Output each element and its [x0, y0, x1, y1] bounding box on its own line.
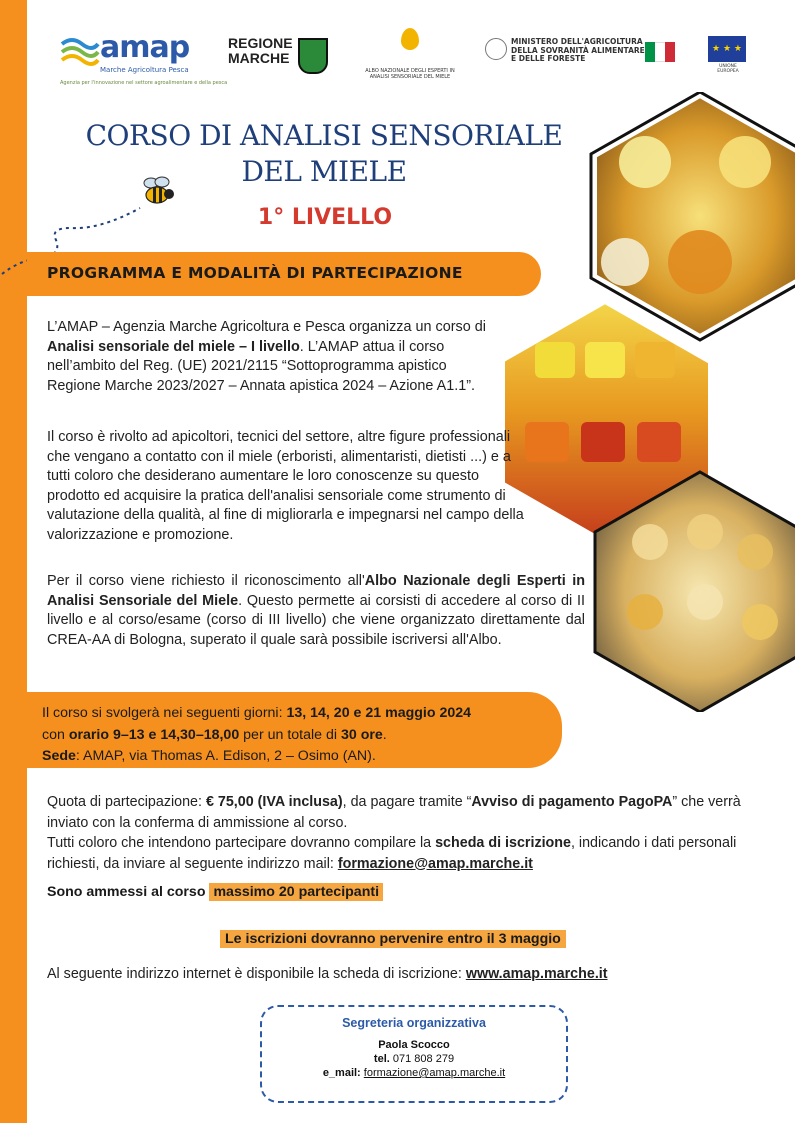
albo-text-c: . Questo permette ai corsisti di accedere al corso di II livello e al corso/esame (corso di III livello) che viene organizzato direttamente dal CREA-AA di Bologna, superato il quale sarà possibile iscriversi all'Albo.: [47, 592, 585, 648]
albo-paragraph: [47, 572, 585, 650]
logos-header: [40, 26, 760, 88]
regione-text: [228, 36, 293, 66]
bee-icon: [140, 176, 176, 208]
website-line: [47, 966, 777, 982]
amap-subtitle: Marche Agricoltura Pesca: [100, 66, 189, 74]
ministero-line3: E DELLE FORESTE: [511, 54, 586, 63]
honey-cup-top-1: [619, 136, 671, 188]
registration-form-label: scheda di iscrizione: [435, 835, 571, 851]
venue-address: : AMAP, via Thomas A. Edison, 2 – Osimo (AN).: [75, 748, 376, 764]
honey-jar-2: [585, 342, 625, 378]
program-banner-text: PROGRAMMA E MODALITÀ DI PARTECIPAZIONE: [47, 264, 463, 282]
hours-mid: per un totale di: [239, 726, 341, 743]
honey-drop-icon: [401, 28, 419, 50]
honey-cup-top-3: [668, 230, 732, 294]
regione-shield-icon: [298, 38, 328, 74]
hours-pre: con: [42, 726, 69, 743]
intro-text-course: Analisi sensoriale del miele – I livello: [47, 338, 300, 355]
phone-label: tel.: [373, 1053, 390, 1065]
intro-text-c: . L’AMAP attua il corso nell’ambito del Reg. (UE) 2021/2115 “Sottoprogramma apistico Regione Marche 2023/2027 – Annata apistica 2024 – Azione A1.1”.: [47, 338, 476, 394]
dates-line: [42, 703, 562, 725]
dates-text: [42, 703, 562, 768]
eu-flag-icon: ★ ★ ★: [708, 36, 746, 62]
program-banner: [27, 252, 541, 296]
amap-tagline: Agenzia per l'innovazione nel settore agroalimentare e della pesca: [60, 80, 228, 86]
registration-deadline: Le iscrizioni dovranno pervenire entro il 3 maggio: [220, 930, 566, 948]
tasting-glass-1: [632, 524, 668, 560]
secretariat-email: [262, 1067, 566, 1079]
republic-emblem-icon: [485, 38, 507, 60]
albo-text-a: Per il corso viene richiesto il riconoscimento all': [47, 573, 365, 589]
regione-marche-logo: [228, 36, 332, 76]
honey-jar-1: [535, 342, 575, 378]
secretariat-phone: [262, 1053, 566, 1065]
hours-end: .: [382, 726, 387, 743]
title-line1: CORSO DI ANALISI SENSORIALE: [85, 119, 563, 152]
fee-text-c: , da pagare tramite “: [342, 794, 472, 810]
max-participants-value: massimo 20 partecipanti: [209, 883, 383, 901]
left-orange-bar: [0, 0, 27, 1123]
hours-line: [42, 725, 562, 747]
title-line2: DEL MIELE: [241, 155, 407, 188]
tasting-glass-6: [742, 604, 778, 640]
registration-email-link[interactable]: formazione@amap.marche.it: [337, 855, 533, 872]
venue-label: Sede: [42, 748, 76, 764]
eu-caption: UNIONE EUROPEA: [717, 64, 739, 74]
ministero-logo: [485, 38, 685, 68]
amap-wordmark: amap: [100, 30, 190, 65]
ministero-line1: MINISTERO DELL'AGRICOLTURA: [511, 37, 643, 46]
dates-label: Il corso si svolgerà nei seguenti giorni:: [42, 705, 287, 721]
albo-text: ALBO NAZIONALE DEGLI ESPERTI IN ANALISI SENSORIALE DEL MIELE: [365, 68, 455, 80]
course-level: 1° LIVELLO: [257, 205, 393, 230]
fee-text-e: ” che verrà inviato con la conferma di ammissione al corso.: [47, 794, 741, 831]
tasting-glass-3: [737, 534, 773, 570]
honey-jar-5: [581, 422, 625, 462]
venue-line: [42, 746, 562, 768]
eu-logo: [708, 36, 748, 76]
ministero-line2: DELLA SOVRANITÀ ALIMENTARE: [511, 45, 645, 55]
phone-number: 071 808 279: [389, 1053, 455, 1065]
fee-amount: € 75,00 (IVA inclusa): [205, 794, 343, 810]
amap-wave-icon: [60, 34, 100, 68]
registration-text-h: , indicando i dati personali richiesti, da inviare al seguente indirizzo mail:: [47, 835, 737, 872]
fee-label: Quota di partecipazione:: [47, 794, 206, 810]
honey-jar-6: [637, 422, 681, 462]
website-label: Al seguente indirizzo internet è disponibile la scheda di iscrizione:: [47, 966, 466, 982]
hexagon-photo-top: [595, 96, 795, 336]
intro-text-a: L’AMAP – Agenzia Marche Agricoltura e Pesca organizza un corso di: [47, 319, 486, 335]
ministero-text: [511, 38, 645, 64]
amap-logo: [60, 30, 228, 86]
max-participants-label: Sono ammessi al corso: [47, 884, 210, 900]
italy-flag-icon: [645, 42, 675, 62]
regione-line1: REGIONE: [228, 35, 293, 51]
honey-jar-3: [635, 342, 675, 378]
honey-jar-4: [525, 422, 569, 462]
max-participants: [47, 884, 383, 900]
honey-cup-top-2: [719, 136, 771, 188]
regione-line2: MARCHE: [228, 50, 290, 66]
tasting-glass-4: [627, 594, 663, 630]
secretariat-title: Segreteria organizzativa: [342, 1016, 486, 1030]
email-label: e_mail:: [322, 1067, 361, 1079]
tasting-glass-5: [687, 584, 723, 620]
pagopa-label: Avviso di pagamento PagoPA: [471, 794, 673, 810]
registration-text-f: Tutti coloro che intendono partecipare dovranno compilare la: [47, 835, 436, 851]
intro-paragraph: [47, 318, 487, 396]
albo-text-name: Albo Nazionale degli Esperti in Analisi Sensoriale del Miele: [47, 573, 586, 609]
secretariat-box: [260, 1005, 568, 1103]
honey-cup-top-4: [601, 238, 649, 286]
hours-total: 30 ore: [340, 726, 383, 743]
audience-paragraph: Il corso è rivolto ad apicoltori, tecnici del settore, altre figure professionali che vengano a contatto con il miele (erboristi, alimentaristi, dietisti ...) e a tutti coloro che desiderano aumentare le loro conoscenze su questo prodotto ed acquisire la pratica dell'analisi sensoriale come strumento di valutazione della qualità, al fine di migliorarla e impegnarsi nel campo della valorizzazione e promozione.: [47, 429, 524, 543]
website-link[interactable]: www.amap.marche.it: [465, 966, 608, 982]
dates-values: 13, 14, 20 e 21 maggio 2024: [286, 705, 472, 721]
secretariat-email-link[interactable]: formazione@amap.marche.it: [363, 1067, 506, 1079]
secretariat-name: Paola Scocco: [378, 1039, 450, 1051]
albo-logo: [355, 28, 465, 86]
tasting-glass-2: [687, 514, 723, 550]
fee-paragraph: [47, 792, 773, 874]
hours-values: orario 9–13 e 14,30–18,00: [68, 726, 240, 743]
